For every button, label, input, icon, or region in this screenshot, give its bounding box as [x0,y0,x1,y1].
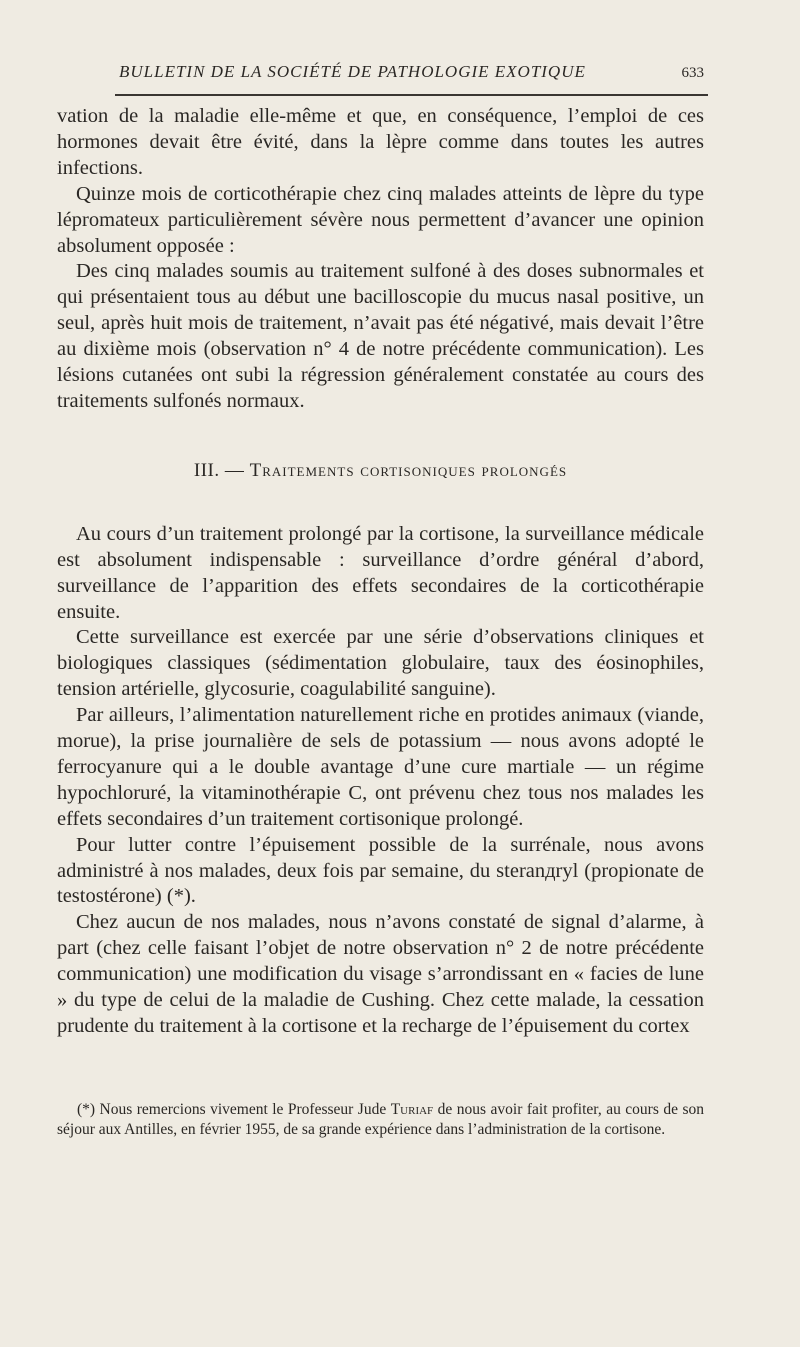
paragraph: Par ailleurs, l’alimentation naturellement riche en protides animaux (viande, morue), la prise journalière de sels de potassium — nous avons adopté le ferrocyanure qui a le double avantage d’une cure martiale — un régime hypochloruré, la vitaminothérapie C, ont prévenu chez tous nos malades les effets secondaires d’un traitement cortisonique prolongé. [57,704,704,830]
section-heading [57,458,704,484]
footnote-text-start: (*) Nous remercions vivement le Professeur Jude [77,1100,391,1118]
footnote-person-name: Turiaf [390,1100,434,1118]
body-text [57,104,704,1040]
paragraph: Cette surveillance est exercée par une série d’observations cliniques et biologiques classiques (sédimentation globulaire, taux des éosinophiles, tension artérielle, glycosurie, coagulabilité sanguine). [57,626,704,701]
section-number: III. — [193,459,245,481]
paragraph: Des cinq malades soumis au traitement sulfoné à des doses subnormales et qui présentaient tous au début une bacilloscopie du mucus nasal positive, un seul, après huit mois de traitement, n’avait pas été négativé, mais devait l’être au dixième mois (observation n° 4 de notre précédente communication). Les lésions cutanées ont subi la régression généralement constatée au cours des traitements sulfonés normaux. [57,260,704,412]
journal-title: BULLETIN DE LA SOCIÉTÉ DE PATHOLOGIE EXOTIQUE [119,62,586,81]
paragraph: vation de la maladie elle-même et que, en conséquence, l’emploi de ces hormones devait être évité, dans la lèpre comme dans toutes les autres infections. [57,105,704,179]
paragraph: Au cours d’un traitement prolongé par la cortisone, la surveillance médicale est absolument indispensable : surveillance d’ordre général d’abord, surveillance de l’apparition des effets secondaires de la corticothérapie ensuite. [57,522,704,623]
header-rule [115,94,708,96]
footnote [57,1100,704,1140]
running-head [57,62,704,82]
section-title: Traitements cortisoniques prolongés [249,459,568,481]
paragraph: Pour lutter contre l’épuisement possible de la surrénale, nous avons administré à nos malades, deux fois par semaine, du steranдryl (propionate de testostérone) (*). [57,833,704,908]
paragraph: Chez aucun de nos malades, nous n’avons constaté de signal d’alarme, à part (chez celle faisant l’objet de notre observation n° 2 de notre précédente communication) une modification du visage s’arrondissant en « facies de lune » du type de celui de la maladie de Cushing. Chez cette malade, la cessation prudente du traitement à la cortisone et la recharge de l’épuisement du cortex [57,911,704,1037]
footnote-text-end: de nous avoir fait profiter, au cours de son séjour aux Antilles, en février 1955, de sa grande expérience dans l’administration de la cortisone. [57,1100,704,1138]
page-number: 633 [681,65,704,81]
paragraph: Quinze mois de corticothérapie chez cinq malades atteints de lèpre du type lépromateux particulièrement sévère nous permettent d’avancer une opinion absolument opposée : [57,182,704,257]
